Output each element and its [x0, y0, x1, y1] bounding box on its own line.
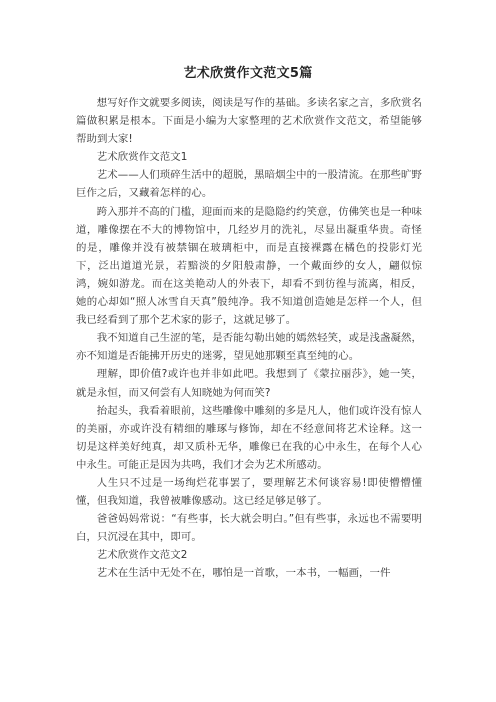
document-body — [76, 94, 422, 583]
body-paragraph: 艺术——人们琐碎生活中的超脱，黑暗烟尘中的一股清流。在那些旷野巨作之后，又藏着怎样的心。 — [76, 169, 423, 200]
body-paragraph: 理解，即价值?或许也并非如此吧。我想到了《蒙拉丽莎》，她一笑，就是永恒，而又何尝有人知晓她为何而笑? — [76, 368, 422, 399]
section-heading: 艺术欣赏作文范文1 — [96, 151, 188, 164]
body-paragraph: 跨入那并不高的门槛，迎面而来的是隐隐约约笑意，仿佛笑也是一种味道，雕像摆在不大的博物馆中，几经岁月的洗礼，尽显出凝重华贵。奇怪的是，雕像并没有被禁锢在玻璃柜中，而是直接裸露在橘色的投影灯光下，泛出道道光景，若黯淡的夕阳般肃静，一个戴面纱的女人，翩似惊鸿，婉如游龙。而在这美艳动人的外表下，却看不到彷徨与流离，相反，她的心却如“照人冰雪自天真”般纯净。我不知道创造她是怎样一个人，但我已经看到了那个艺术家的影子，这就足够了。 — [76, 205, 423, 327]
intro-paragraph: 想写好作文就要多阅读，阅读是写作的基础。多读名家之言，多欣赏名篇做积累是根本。下面是小编为大家整理的艺术欣赏作文范文，希望能够帮助到大家! — [76, 97, 423, 146]
body-paragraph: 我不知道自己生涩的笔，是否能勾勒出她的嫣然轻笑，或是浅盏凝然，亦不知道是否能拂开历史的迷雾，望见她那颗至真至纯的心。 — [76, 332, 423, 363]
body-paragraph: 艺术在生活中无处不在，哪怕是一首歌，一本书，一幅画，一件 — [96, 567, 391, 580]
body-paragraph: 抬起头，我看着眼前，这些雕像中雕刻的多是凡人，他们或许没有惊人的美丽，亦或许没有精细的雕琢与修饰，却在不经意间将艺术诠释。这一切是这样美好纯真，却又质朴无华，雕像已在我的心中永生，在每个人心中永生。可能正是因为共鸣，我们才会为艺术所感动。 — [76, 404, 423, 471]
section-heading: 艺术欣赏作文范文2 — [96, 549, 188, 562]
body-paragraph: 爸爸妈妈常说：“有些事，长大就会明白。”但有些事，永远也不需要明白，只沉浸在其中，即可。 — [76, 513, 422, 544]
document-title: 艺术欣赏作文范文5篇 — [183, 66, 313, 81]
body-paragraph: 人生只不过是一场绚烂花事罢了，要理解艺术何谈容易!即使懵懵懂懂，但我知道，我曾被雕像感动。这已经足够足够了。 — [76, 476, 422, 508]
